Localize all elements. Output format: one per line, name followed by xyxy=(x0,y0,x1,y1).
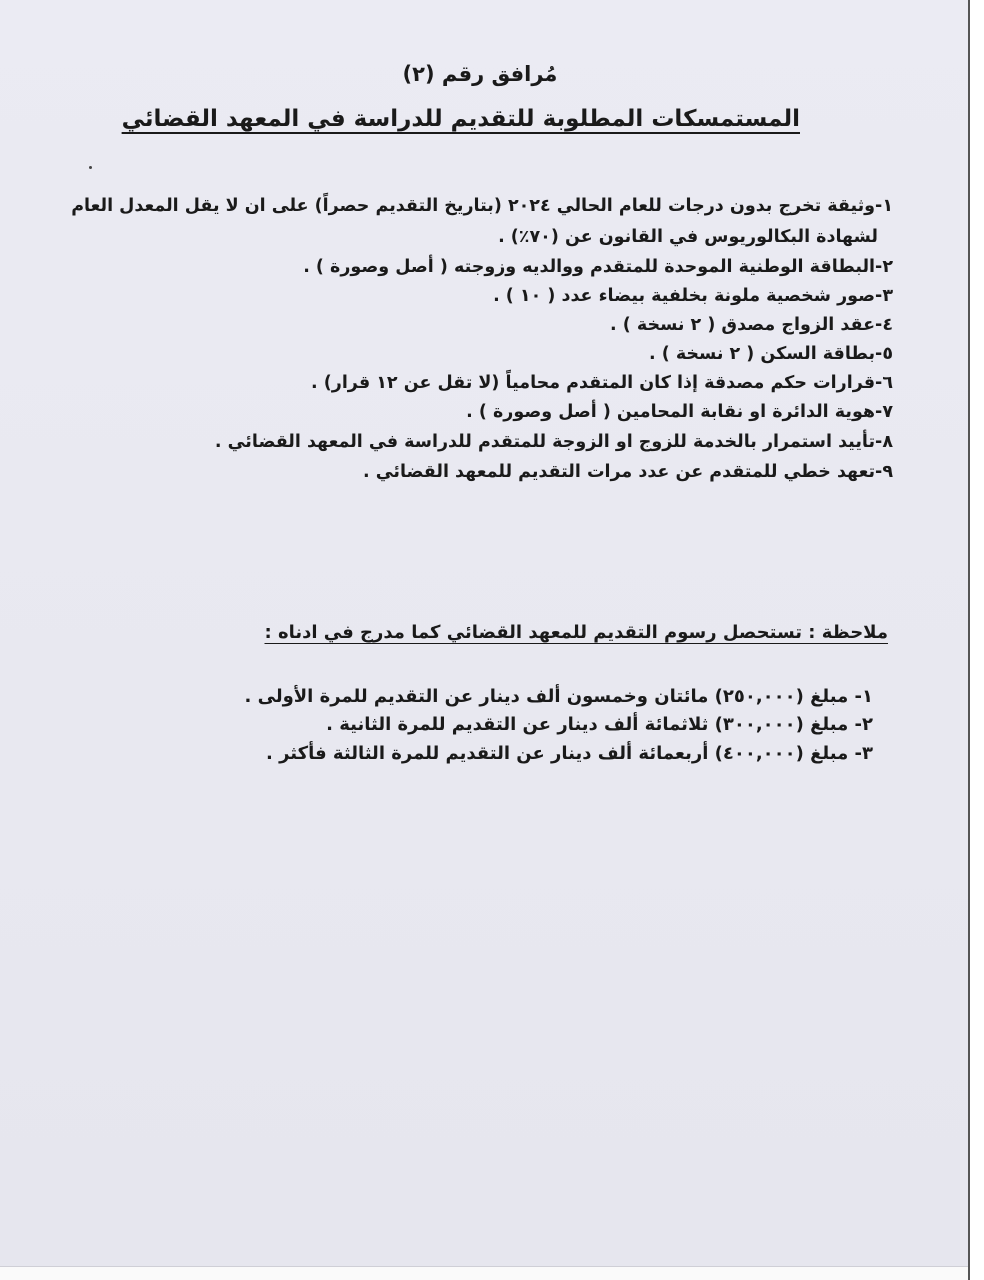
requirement-item: ٨-تأييد استمرار بالخدمة للزوج او الزوجة للمتقدم للدراسة في المعهد القضائي . xyxy=(214,432,893,452)
document-title-text: المستمسكات المطلوبة للتقديم للدراسة في المعهد القضائي xyxy=(121,106,800,132)
requirement-item: ١-وثيقة تخرج بدون درجات للعام الحالي ٢٠٢٤ (بتاريخ التقديم حصراً) على ان لا يقل المعدل العام xyxy=(71,196,893,216)
fee-item: ١- مبلغ (٢٥٠,٠٠٠) مائتان وخمسون ألف دينار عن التقديم للمرة الأولى . xyxy=(244,686,873,707)
requirement-item: ٦-قرارات حكم مصدقة إذا كان المتقدم محامياً (لا تقل عن ١٢ قرار) . xyxy=(311,373,893,393)
requirement-item: ٤-عقد الزواج مصدق ( ٢ نسخة ) . xyxy=(610,315,893,335)
attachment-label: مُرافق رقم (٢) xyxy=(402,62,558,86)
requirement-item: ٧-هوية الدائرة او نقابة المحامين ( أصل وصورة ) . xyxy=(466,402,893,422)
requirement-item: ٥-بطاقة السكن ( ٢ نسخة ) . xyxy=(648,344,893,364)
fee-item: ٣- مبلغ (٤٠٠,٠٠٠) أربعمائة ألف دينار عن التقديم للمرة الثالثة فأكثر . xyxy=(266,743,873,764)
fees-note-text: ملاحظة : تستحصل رسوم التقديم للمعهد القضائي كما مدرج في ادناه : xyxy=(264,622,888,643)
fee-item: ٢- مبلغ (٣٠٠,٠٠٠) ثلاثمائة ألف دينار عن التقديم للمرة الثانية . xyxy=(326,714,873,735)
page-edge-right xyxy=(968,0,984,1280)
requirement-item: ٩-تعهد خطي للمتقدم عن عدد مرات التقديم للمعهد القضائي . xyxy=(362,462,893,482)
page-edge-bottom xyxy=(0,1266,968,1280)
requirement-item: ٢-البطاقة الوطنية الموحدة للمتقدم ووالديه وزوجته ( أصل وصورة ) . xyxy=(303,257,893,277)
requirement-item-continuation: لشهادة البكالوريوس في القانون عن (٧٠٪) . xyxy=(498,227,878,247)
document-title xyxy=(121,106,800,132)
scan-speck xyxy=(89,166,92,169)
fees-note xyxy=(265,622,889,643)
requirement-item: ٣-صور شخصية ملونة بخلفية بيضاء عدد ( ١٠ ) . xyxy=(493,286,893,306)
